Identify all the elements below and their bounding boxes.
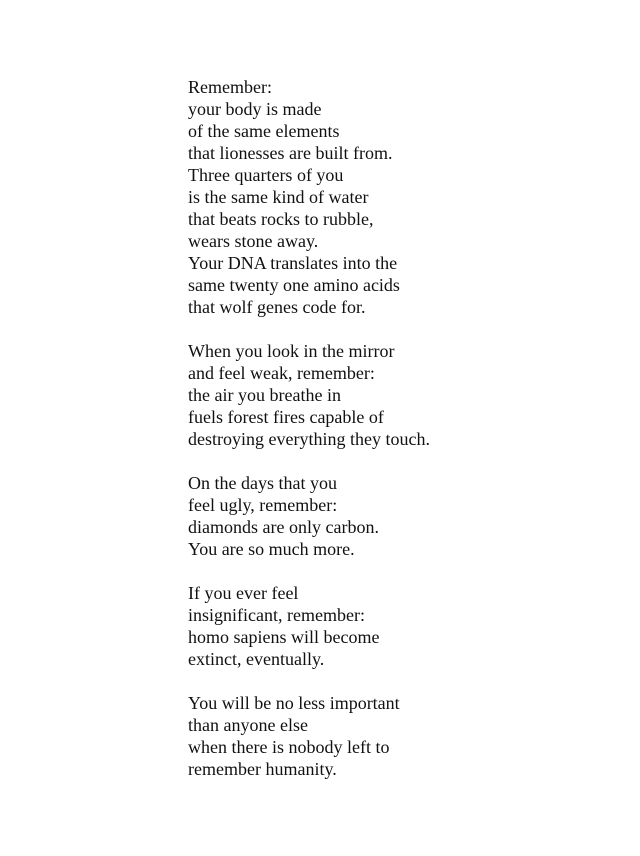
poem-line: Remember: (188, 77, 272, 97)
poem-line: destroying everything they touch. (188, 429, 430, 449)
poem-line: of the same elements (188, 121, 340, 141)
poem-line: Your DNA translates into the (188, 253, 398, 273)
poem-line: On the days that you (188, 473, 337, 493)
poem-line: insignificant, remember: (188, 605, 365, 625)
poem-line: that wolf genes code for. (188, 297, 366, 317)
stanza-2 (188, 340, 608, 450)
stanza-3 (188, 472, 608, 560)
poem-line: that lionesses are built from. (188, 143, 393, 163)
poem-line: is the same kind of water (188, 187, 369, 207)
poem-line: wears stone away. (188, 231, 319, 251)
poem-line: same twenty one amino acids (188, 275, 400, 295)
poem-line: the air you breathe in (188, 385, 341, 405)
stanza-1 (188, 76, 608, 318)
poem-line: your body is made (188, 99, 322, 119)
poem-line: than anyone else (188, 715, 308, 735)
poem-line: that beats rocks to rubble, (188, 209, 374, 229)
poem-line: feel ugly, remember: (188, 495, 338, 515)
poem-line: If you ever feel (188, 583, 299, 603)
poem (188, 76, 608, 802)
stanza-4 (188, 582, 608, 670)
poem-line: You will be no less important (188, 693, 400, 713)
poem-line: remember humanity. (188, 759, 337, 779)
poem-line: when there is nobody left to (188, 737, 390, 757)
stanza-5 (188, 692, 608, 780)
poem-line: and feel weak, remember: (188, 363, 375, 383)
poem-line: Three quarters of you (188, 165, 344, 185)
poem-line: homo sapiens will become (188, 627, 380, 647)
poem-line: diamonds are only carbon. (188, 517, 379, 537)
poem-line: fuels forest fires capable of (188, 407, 384, 427)
poem-line: You are so much more. (188, 539, 355, 559)
poem-line: extinct, eventually. (188, 649, 325, 669)
poem-line: When you look in the mirror (188, 341, 395, 361)
